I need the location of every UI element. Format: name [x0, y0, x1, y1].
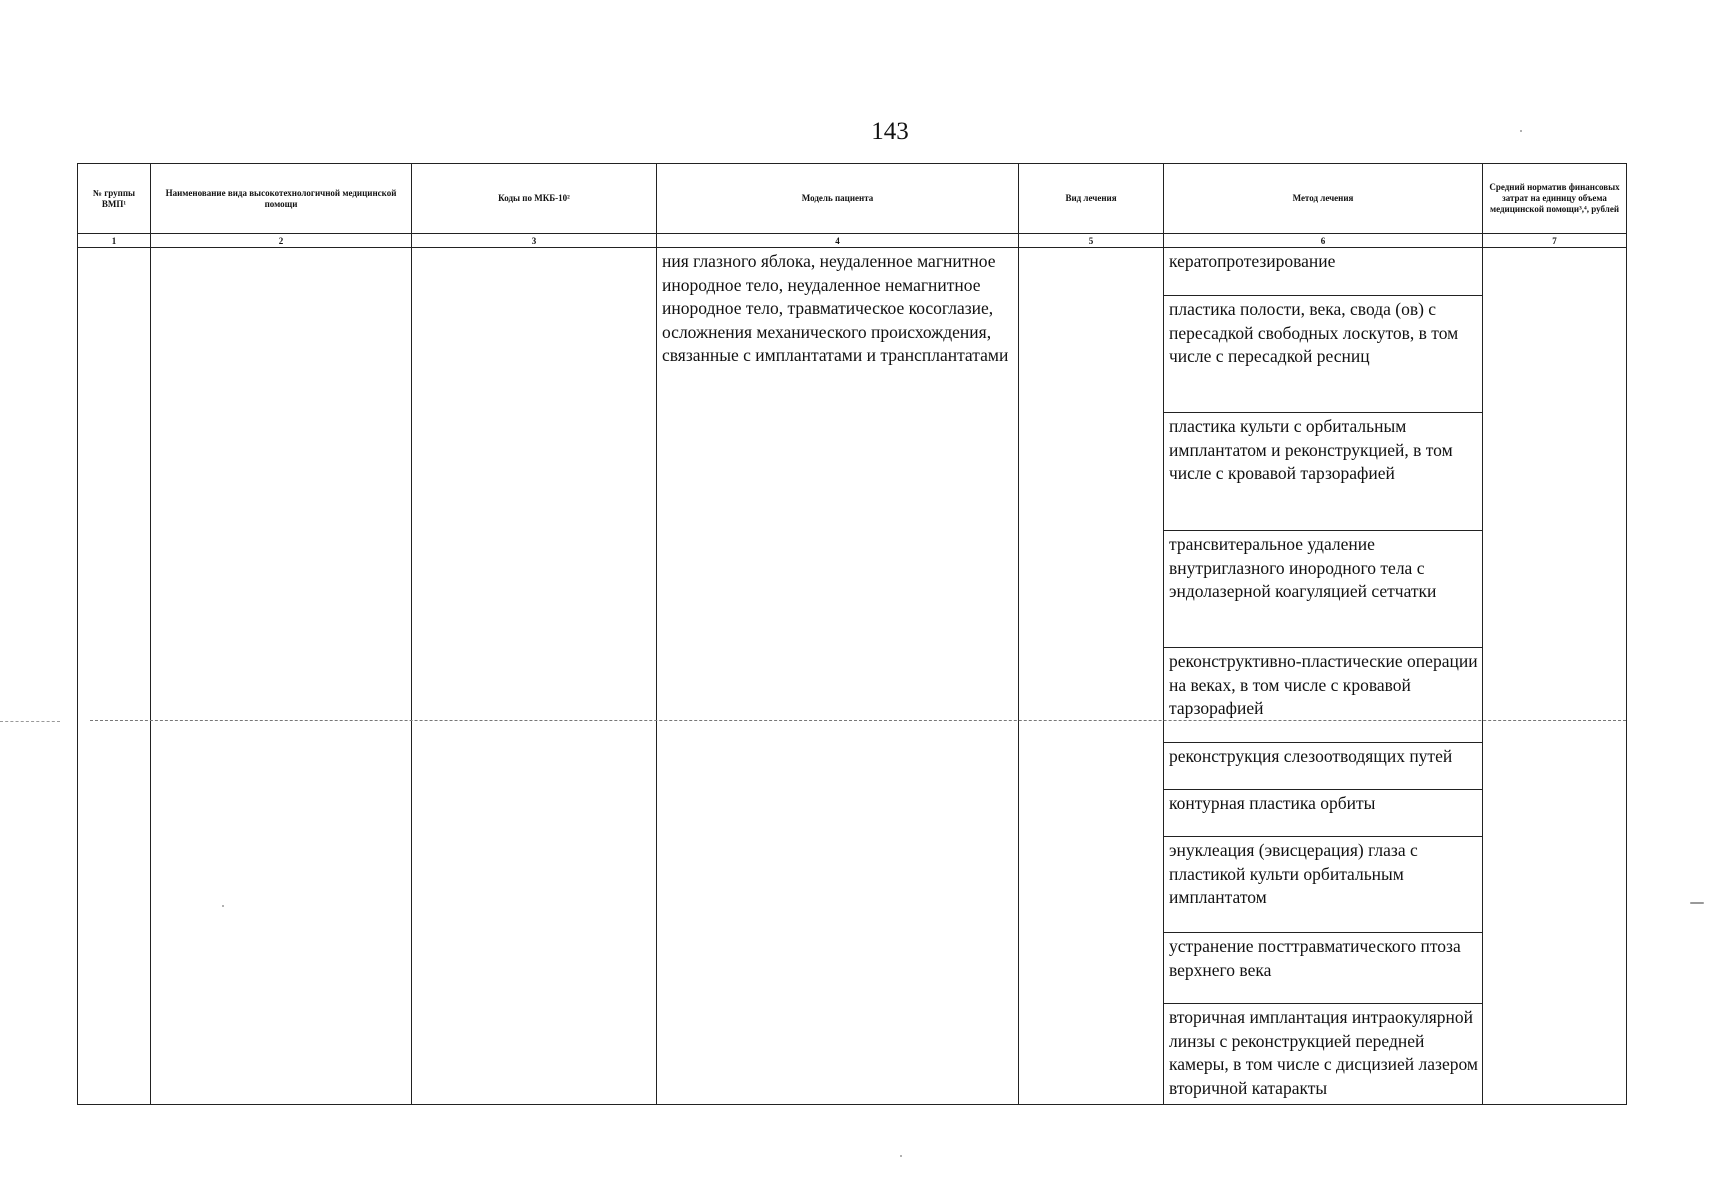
- method-item: устранение посттравматического птоза верхнего века: [1164, 933, 1482, 1004]
- cell-patient-model: [657, 248, 1019, 1105]
- column-number-row: [78, 234, 1627, 248]
- treatment-table-container: [77, 163, 1626, 1100]
- cell-treatment-type: [1019, 248, 1164, 1105]
- header-group-number: № группы ВМП¹: [78, 164, 151, 234]
- column-number: 5: [1019, 234, 1164, 248]
- header-cost-standard: Средний норматив финансовых затрат на единицу объема медицинской помощи³,⁴, рублей: [1483, 164, 1627, 234]
- column-number: 4: [657, 234, 1019, 248]
- fold-line: [90, 720, 1626, 721]
- column-number: 3: [412, 234, 657, 248]
- scan-speck: [222, 905, 224, 907]
- header-patient-model: Модель пациента: [657, 164, 1019, 234]
- column-number: 6: [1164, 234, 1483, 248]
- treatment-table: [77, 163, 1627, 1105]
- method-item: вторичная имплантация интраокулярной линзы с реконструкцией передней камеры, в том числе с дисцизией лазером вторичной катаракты: [1169, 1007, 1478, 1098]
- method-list: [1164, 248, 1482, 1104]
- header-treatment-type: Вид лечения: [1019, 164, 1164, 234]
- method-item: реконструкция слезоотводящих путей: [1164, 743, 1482, 790]
- header-row: [78, 164, 1627, 234]
- scan-speck: [1690, 902, 1704, 904]
- column-number: 7: [1483, 234, 1627, 248]
- method-item: энуклеация (эвисцерация) глаза с пластикой культи орбитальным имплантатом: [1164, 837, 1482, 933]
- cell-cost-standard: [1483, 248, 1627, 1105]
- method-item: трансвитеральное удаление внутриглазного инородного тела с эндолазерной коагуляцией сетчатки: [1164, 531, 1482, 648]
- header-care-type: Наименование вида высокотехнологичной медицинской помощи: [151, 164, 412, 234]
- method-item: пластика культи с орбитальным имплантатом и реконструкцией, в том числе с кровавой тарзорафией: [1164, 413, 1482, 531]
- cell-icd-codes: [412, 248, 657, 1105]
- method-item: кератопротезирование: [1164, 248, 1482, 296]
- cell-care-type: [151, 248, 412, 1105]
- column-number: 2: [151, 234, 412, 248]
- header-icd-codes: Коды по МКБ-10²: [412, 164, 657, 234]
- cell-group-number: [78, 248, 151, 1105]
- column-number: 1: [78, 234, 151, 248]
- cell-treatment-methods: [1164, 248, 1483, 1105]
- scan-speck: [1520, 130, 1522, 132]
- method-item: реконструктивно-пластические операции на веках, в том числе с кровавой тарзорафией: [1164, 648, 1482, 743]
- scan-speck: [900, 1155, 902, 1157]
- method-item: контурная пластика орбиты: [1164, 790, 1482, 837]
- method-item: пластика полости, века, свода (ов) с пересадкой свободных лоскутов, в том числе с пересадкой ресниц: [1164, 296, 1482, 413]
- table-row: [78, 248, 1627, 1105]
- fold-line: [0, 721, 60, 722]
- patient-model-text: ния глазного яблока, неудаленное магнитное инородное тело, неудаленное немагнитное инородное тело, травматическое косоглазие, осложнения механического происхождения, связанные с имплантатами и трансплантатами: [662, 251, 1009, 365]
- header-treatment-method: Метод лечения: [1164, 164, 1483, 234]
- page-number: 143: [871, 118, 909, 145]
